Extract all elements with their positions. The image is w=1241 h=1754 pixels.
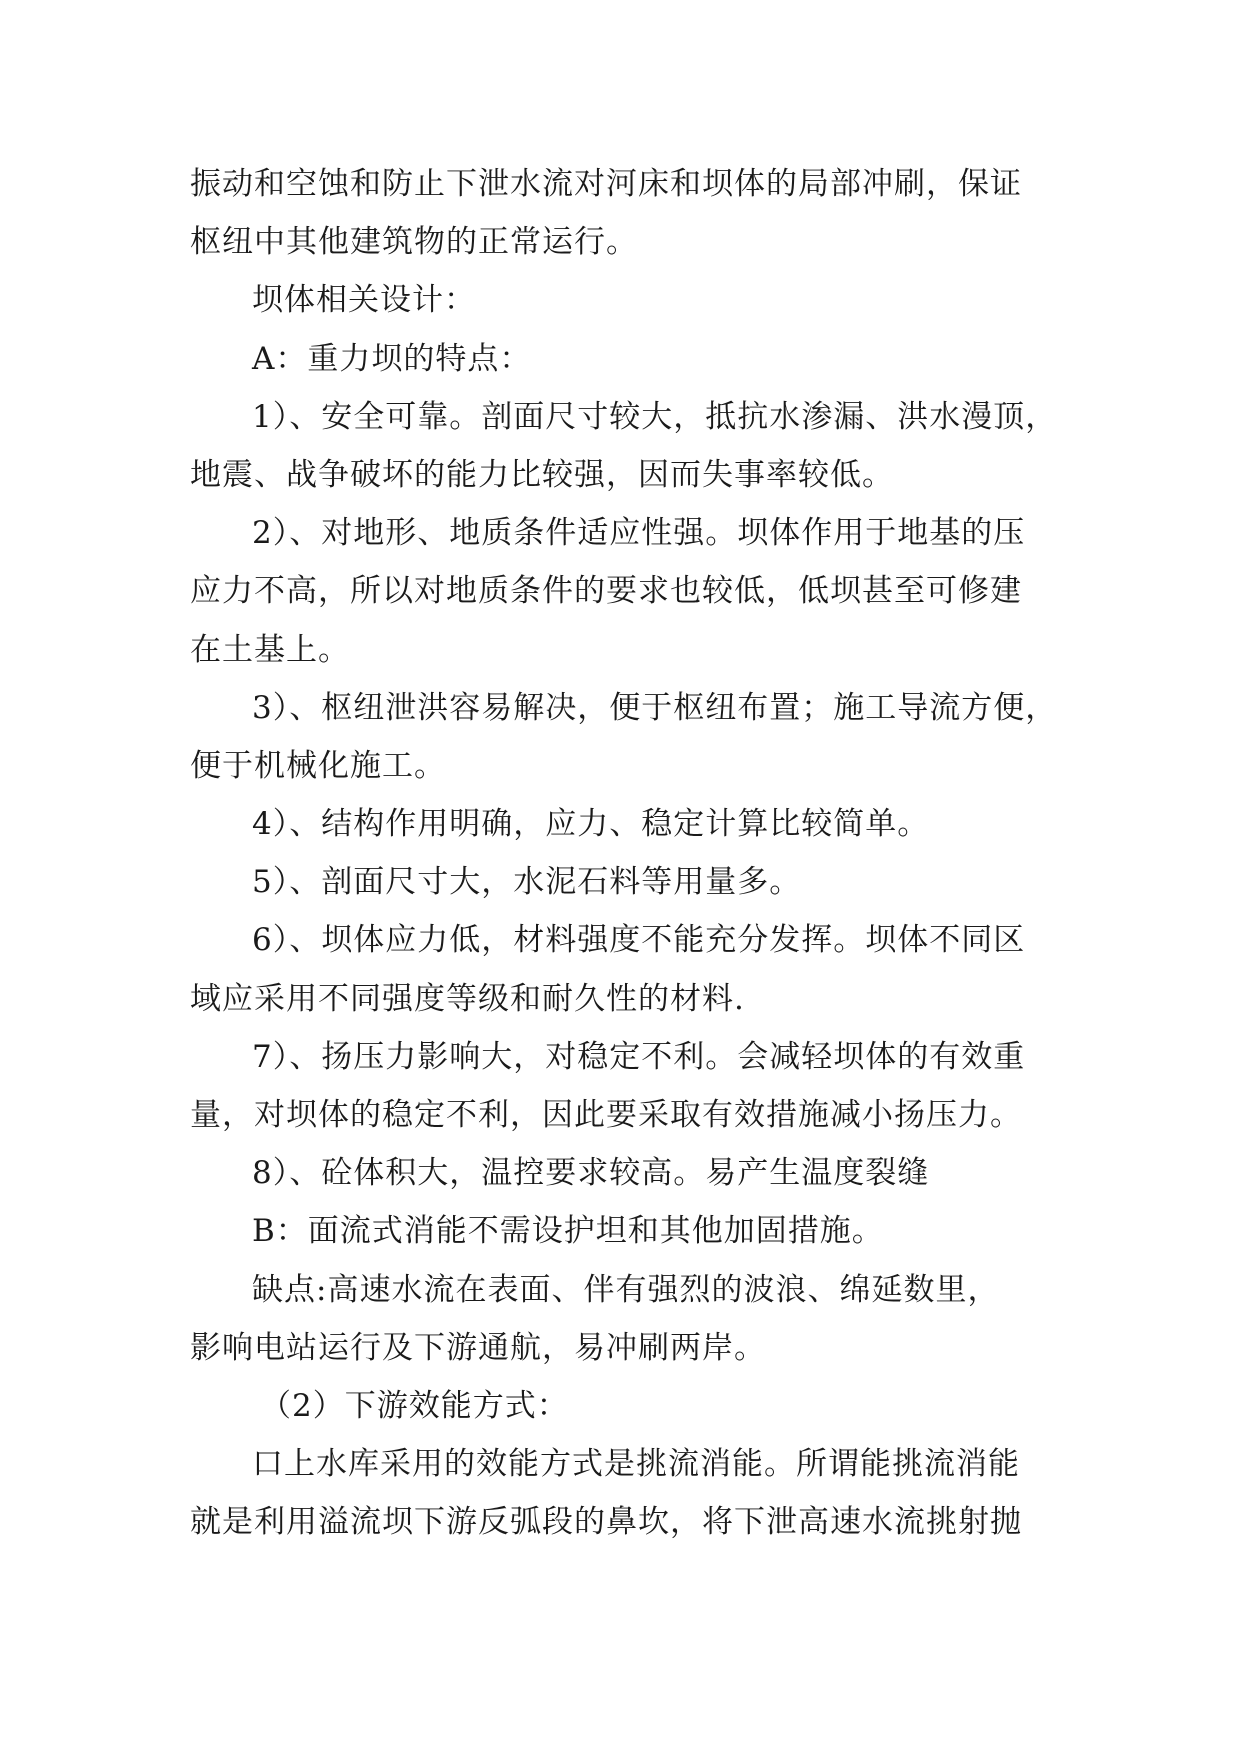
text-line: 便于机械化施工。	[190, 747, 446, 784]
list-item-2: 2）、对地形、地质条件适应性强。坝体作用于地基的压	[252, 515, 1026, 552]
text-line: 地震、战争破坏的能力比较强，因而失事率较低。	[190, 456, 894, 493]
text-line: 域应采用不同强度等级和耐久性的材料.	[190, 980, 745, 1017]
section-heading-dam-design: 坝体相关设计：	[252, 282, 476, 319]
body-text	[190, 155, 1070, 1552]
subheading-gravity-dam-features: A：重力坝的特点：	[252, 340, 532, 377]
text-line: 应力不高，所以对地质条件的要求也较低，低坝甚至可修建	[190, 573, 1022, 610]
list-item-4: 4）、结构作用明确，应力、稳定计算比较简单。	[252, 806, 930, 843]
text-line: 量，对坝体的稳定不利，因此要采取有效措施减小扬压力。	[190, 1097, 1022, 1133]
paragraph-ski-jump: 口上水库采用的效能方式是挑流消能。所谓能挑流消能	[252, 1446, 1020, 1483]
text-line: 影响电站运行及下游通航，易冲刷两岸。	[190, 1329, 766, 1366]
list-item-8: 8）、砼体积大，温控要求较高。易产生温度裂缝	[252, 1155, 930, 1192]
list-item-1: 1）、安全可靠。剖面尺寸较大，抵抗水渗漏、洪水漫顶，	[252, 398, 1058, 435]
list-item-5: 5）、剖面尺寸大，水泥石料等用量多。	[252, 864, 802, 901]
list-item-6: 6）、坝体应力低，材料强度不能充分发挥。坝体不同区	[252, 922, 1026, 959]
list-item-3: 3）、枢纽泄洪容易解决，便于枢纽布置；施工导流方便，	[252, 689, 1058, 726]
disadvantages-paragraph: 缺点:高速水流在表面、伴有强烈的波浪、绵延数里，	[252, 1271, 1000, 1308]
subheading-surface-flow-energy-dissipation: B：面流式消能不需设护坦和其他加固措施。	[252, 1213, 884, 1250]
list-item-7: 7）、扬压力影响大，对稳定不利。会减轻坝体的有效重	[252, 1038, 1026, 1075]
text-line: 振动和空蚀和防止下泄水流对河床和坝体的局部冲刷，保证	[190, 166, 1022, 202]
text-line: 在土基上。	[190, 631, 350, 668]
text-line: 就是利用溢流坝下游反弧段的鼻坎，将下泄高速水流挑射抛	[190, 1504, 1022, 1541]
section-heading-downstream-dissipation: （2）下游效能方式：	[260, 1387, 569, 1424]
text-line: 枢纽中其他建筑物的正常运行。	[190, 224, 638, 261]
